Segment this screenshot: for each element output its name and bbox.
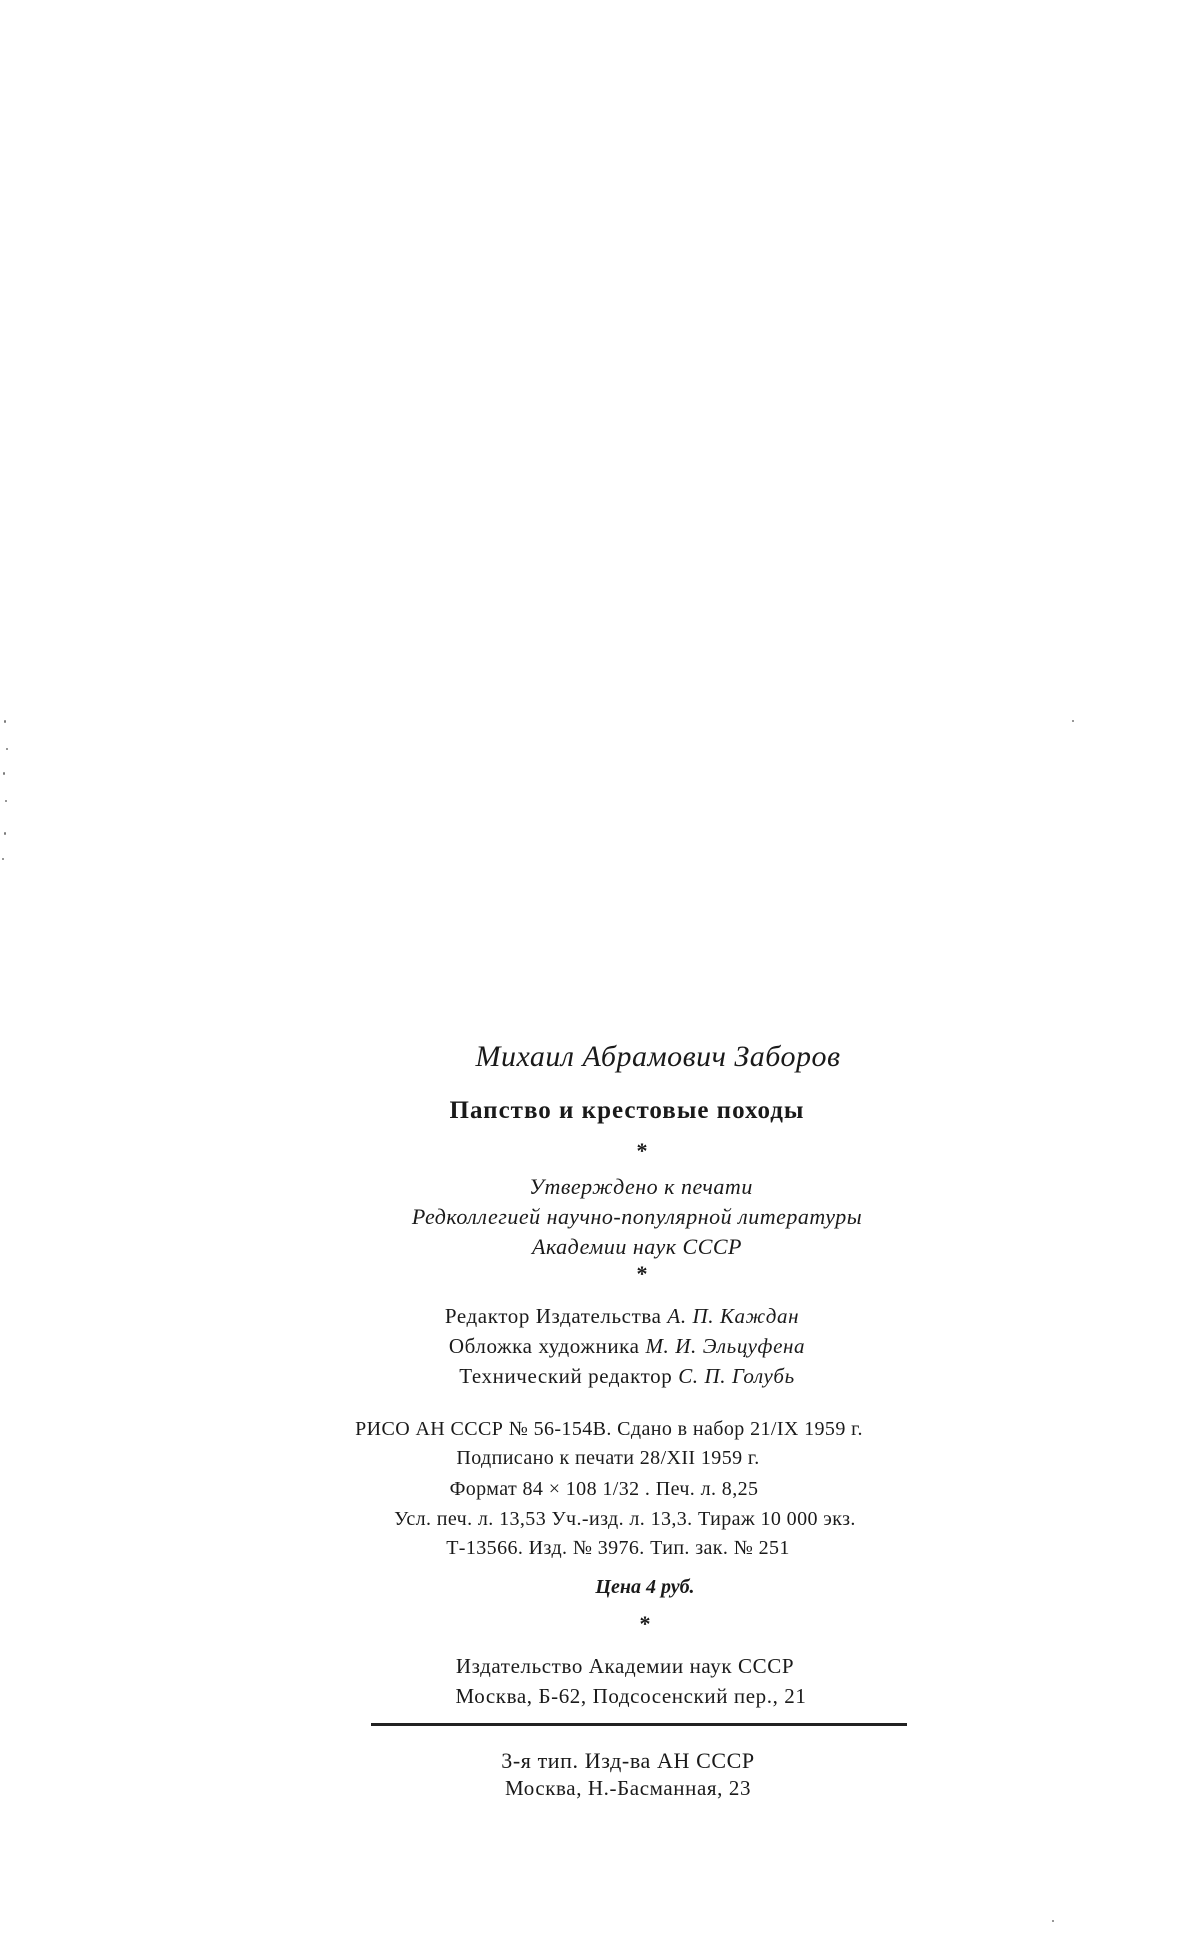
separator-asterisk: * (636, 1138, 648, 1163)
scan-speck (1052, 1920, 1054, 1922)
credit-person: М. И. Эльцуфена (645, 1334, 806, 1358)
scan-speck (4, 832, 6, 835)
separator-asterisk: * (639, 1611, 651, 1636)
book-title: Папство и крестовые походы (449, 1097, 805, 1124)
publisher-address: Москва, Б-62, Подсосенский пер., 21 (455, 1684, 807, 1708)
imprint-line: Т-13566. Изд. № 3976. Тип. зак. № 251 (446, 1537, 790, 1559)
scan-speck (6, 748, 8, 750)
credit-role: Технический редактор (459, 1364, 673, 1388)
imprint-line: Подписано к печати 28/XII 1959 г. (456, 1447, 760, 1469)
approval-line: Редколлегией научно-популярной литературы (411, 1204, 863, 1229)
publisher-name: Издательство Академии наук СССР (455, 1654, 795, 1678)
printer-address: Москва, Н.-Басманная, 23 (504, 1776, 752, 1800)
credit-role: Обложка художника (448, 1334, 640, 1358)
scan-speck (2, 858, 4, 860)
scan-speck (3, 772, 5, 775)
approval-line: Академии наук СССР (532, 1234, 742, 1259)
price-label: Цена 4 руб. (595, 1576, 695, 1598)
credit-person: С. П. Голубь (678, 1364, 795, 1388)
credit-tech-editor (27, 1366, 1200, 1387)
imprint-line: Формат 84 × 108 1/32 . Печ. л. 8,25 (449, 1478, 759, 1500)
imprint-line: РИСО АН СССР № 56-154В. Сдано в набор 21/IX 1959 г. (355, 1418, 863, 1440)
credit-role: Редактор Издательства (444, 1304, 662, 1328)
printer-name: 3-я тип. Изд-ва АН СССР (501, 1748, 755, 1773)
scan-speck (4, 720, 6, 723)
scan-speck (5, 800, 7, 802)
imprint-line: Усл. печ. л. 13,53 Уч.-изд. л. 13,3. Тираж 10 000 экз. (394, 1508, 856, 1530)
credit-editor (22, 1306, 1200, 1327)
scan-speck (1072, 720, 1074, 722)
horizontal-rule (371, 1723, 907, 1726)
author-name: Михаил Абрамович Заборов (475, 1040, 841, 1073)
credit-cover-artist (27, 1336, 1200, 1357)
separator-asterisk: * (636, 1261, 648, 1286)
approval-line: Утверждено к печати (529, 1174, 753, 1199)
credit-person: А. П. Каждан (667, 1304, 800, 1328)
